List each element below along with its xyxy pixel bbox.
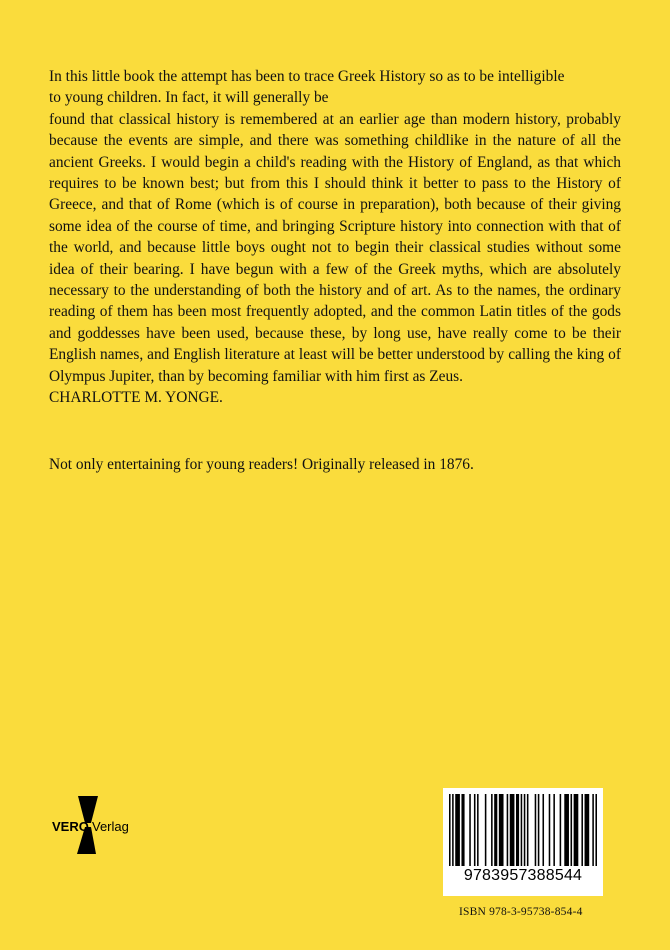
barcode-bar (516, 794, 519, 866)
barcode-bar (521, 794, 523, 866)
barcode-bar (574, 794, 579, 866)
barcode-bar (527, 794, 529, 866)
vero-verlag-logo (51, 796, 131, 854)
barcode-bar (524, 794, 526, 866)
barcode-bar (560, 794, 562, 866)
barcode (443, 788, 603, 896)
barcode-bar (494, 794, 497, 866)
barcode-bar (553, 794, 555, 866)
barcode-bars (449, 794, 597, 866)
barcode-bar (581, 794, 583, 866)
barcode-bar (538, 794, 540, 866)
back-cover-blurb (49, 66, 621, 409)
barcode-bar (485, 794, 487, 866)
barcode-bar (535, 794, 537, 866)
barcode-bar (477, 794, 479, 866)
barcode-bar (469, 794, 471, 866)
barcode-bar (542, 794, 544, 866)
barcode-bar (461, 794, 464, 866)
barcode-bar (510, 794, 515, 866)
logo-text-vero: VERO (52, 819, 89, 834)
barcode-digits: 9783957388544 (463, 867, 583, 884)
barcode-bar (592, 794, 594, 866)
barcode-bar (455, 794, 460, 866)
publisher-logo-graphic (51, 796, 131, 854)
blurb-paragraph: found that classical history is remembered at an earlier age than modern history, probably because the events are simple, and there was something childlike in the nature of all the ancient Greeks. I would begin a child's reading with the History of England, as that which requires to be known best; but from this I should think it better to pass to the History of Greece, and that of Rome (which is of course in preparation), both because of their giving some idea of the course of time, and bringing Scripture history into connection with that of the world, and because little boys ought not to begin their classical studies without some idea of their bearing. I have begun with a few of the Greek myths, which are absolutely necessary to the understanding of both the history and of art. As to the names, the ordinary reading of them has been most frequently adopted, and the common Latin titles of the gods and goddesses have been used, because these, by long use, have really come to be their English names, and English literature at least will be better understood by calling the king of Olympus Jupiter, than by becoming familiar with him first as Zeus. (49, 110, 621, 385)
barcode-bar (449, 794, 451, 866)
barcode-bar (452, 794, 454, 866)
blurb-line-1: In this little book the attempt has been to trace Greek History so as to be intelligible (49, 68, 565, 85)
barcode-bar (595, 794, 597, 866)
barcode-bar (585, 794, 590, 866)
barcode-bar (499, 794, 504, 866)
tagline: Not only entertaining for young readers! Originally released in 1876. (49, 456, 474, 473)
isbn-label: ISBN 978-3-95738-854-4 (459, 906, 583, 918)
barcode-bar (564, 794, 569, 866)
barcode-bar (491, 794, 493, 866)
logo-text-verlag: Verlag (92, 819, 129, 834)
barcode-bar (549, 794, 551, 866)
blurb-line-2: to young children. In fact, it will generally be (49, 89, 329, 107)
barcode-bar (507, 794, 509, 866)
author-signature: CHARLOTTE M. YONGE. (49, 389, 223, 407)
barcode-bar (571, 794, 573, 866)
barcode-bar (474, 794, 476, 866)
